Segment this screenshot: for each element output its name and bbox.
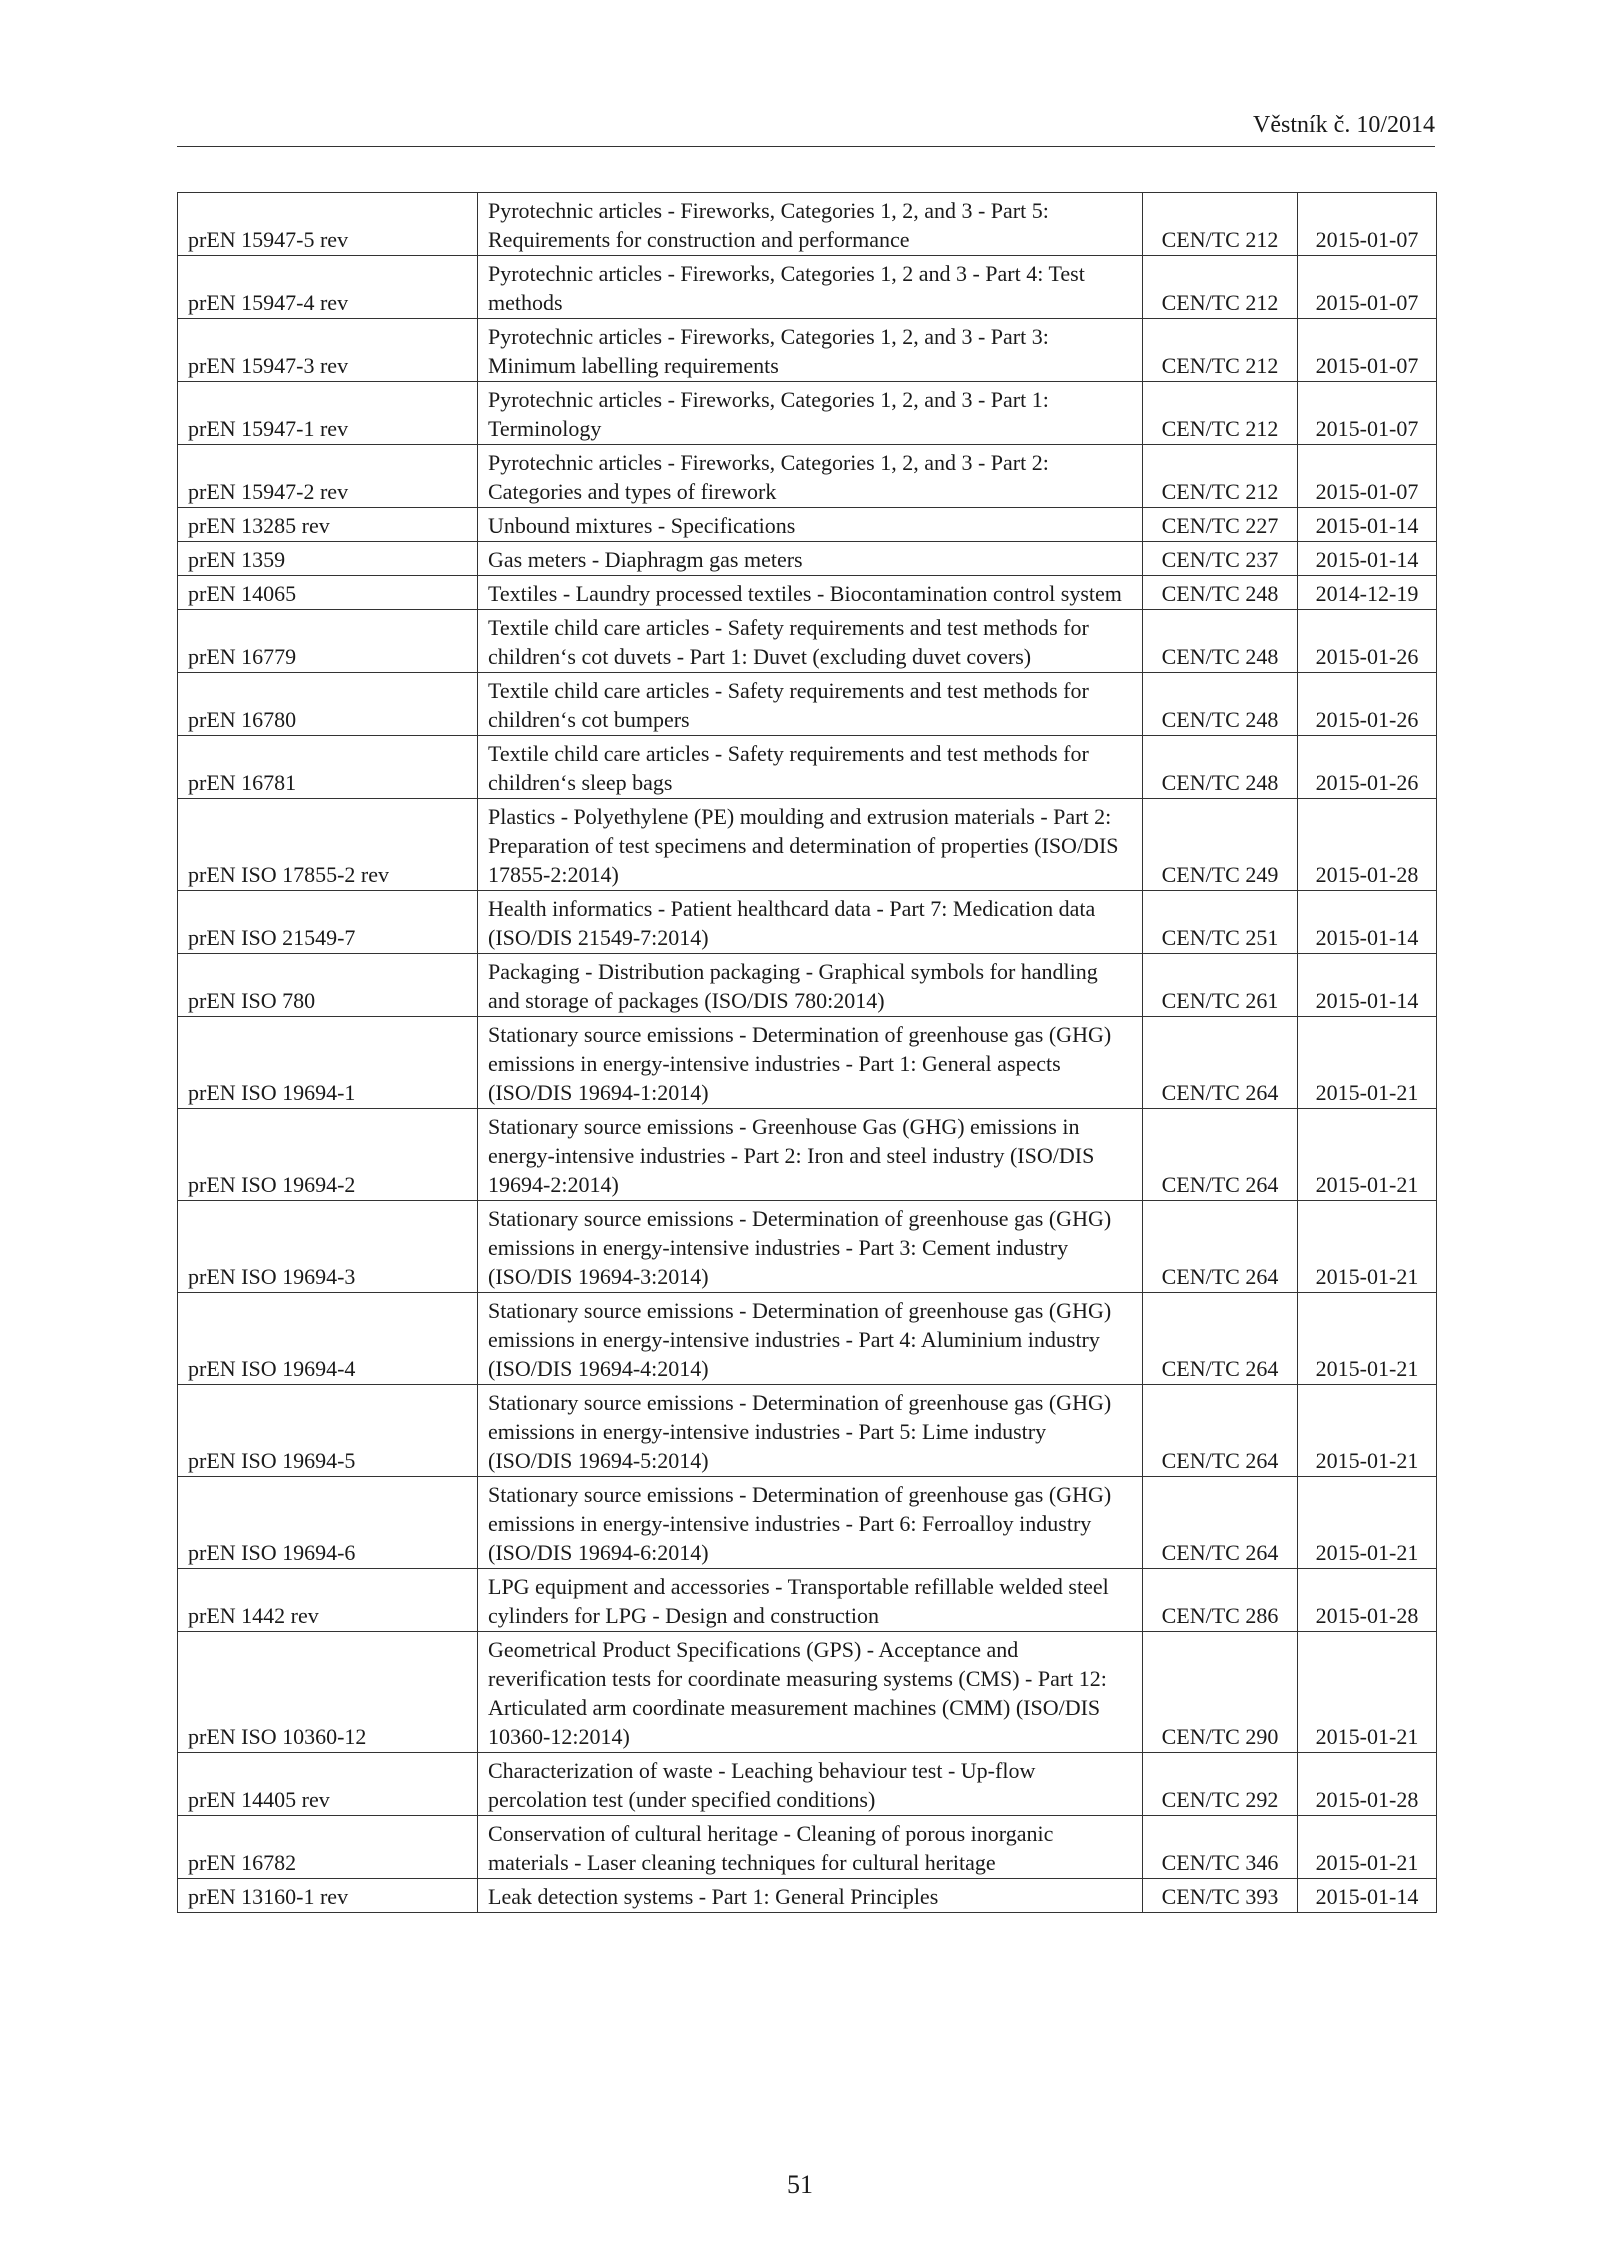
standard-title-cell: Textile child care articles - Safety requirements and test methods for children‘s cot bumpers	[478, 673, 1143, 736]
deadline-date-cell: 2015-01-26	[1298, 736, 1437, 799]
technical-committee-cell: CEN/TC 212	[1143, 256, 1298, 319]
technical-committee-cell: CEN/TC 261	[1143, 954, 1298, 1017]
standard-code-cell: prEN 14065	[178, 576, 478, 610]
standard-title-cell: Pyrotechnic articles - Fireworks, Categories 1, 2, and 3 - Part 3: Minimum labelling requirements	[478, 319, 1143, 382]
deadline-date-cell: 2015-01-07	[1298, 445, 1437, 508]
standard-title-cell: Stationary source emissions - Determination of greenhouse gas (GHG) emissions in energy-intensive industries - Part 4: Aluminium industry (ISO/DIS 19694-4:2014)	[478, 1293, 1143, 1385]
standard-title-cell: Characterization of waste - Leaching behaviour test - Up-flow percolation test (under specified conditions)	[478, 1753, 1143, 1816]
deadline-date-cell: 2015-01-21	[1298, 1109, 1437, 1201]
deadline-date-cell: 2015-01-07	[1298, 193, 1437, 256]
standard-code-cell: prEN ISO 21549-7	[178, 891, 478, 954]
deadline-date-cell: 2014-12-19	[1298, 576, 1437, 610]
deadline-date-cell: 2015-01-14	[1298, 508, 1437, 542]
table-row	[178, 1201, 1437, 1293]
table-row	[178, 382, 1437, 445]
standard-code-cell: prEN 15947-5 rev	[178, 193, 478, 256]
table-row	[178, 1632, 1437, 1753]
standard-title-cell: Plastics - Polyethylene (PE) moulding and extrusion materials - Part 2: Preparation of test specimens and determination of properties (ISO/DIS 17855-2:2014)	[478, 799, 1143, 891]
standard-title-cell: Health informatics - Patient healthcard data - Part 7: Medication data (ISO/DIS 21549-7:2014)	[478, 891, 1143, 954]
standard-title-cell: Packaging - Distribution packaging - Graphical symbols for handling and storage of packages (ISO/DIS 780:2014)	[478, 954, 1143, 1017]
deadline-date-cell: 2015-01-26	[1298, 673, 1437, 736]
deadline-date-cell: 2015-01-28	[1298, 1569, 1437, 1632]
technical-committee-cell: CEN/TC 249	[1143, 799, 1298, 891]
deadline-date-cell: 2015-01-21	[1298, 1201, 1437, 1293]
deadline-date-cell: 2015-01-07	[1298, 319, 1437, 382]
table-row	[178, 610, 1437, 673]
table-row	[178, 193, 1437, 256]
standard-code-cell: prEN ISO 19694-5	[178, 1385, 478, 1477]
standard-code-cell: prEN ISO 780	[178, 954, 478, 1017]
technical-committee-cell: CEN/TC 346	[1143, 1816, 1298, 1879]
table-row	[178, 1385, 1437, 1477]
standard-title-cell: Textile child care articles - Safety requirements and test methods for children‘s cot duvets - Part 1: Duvet (excluding duvet covers)	[478, 610, 1143, 673]
technical-committee-cell: CEN/TC 292	[1143, 1753, 1298, 1816]
deadline-date-cell: 2015-01-21	[1298, 1385, 1437, 1477]
technical-committee-cell: CEN/TC 212	[1143, 445, 1298, 508]
standard-code-cell: prEN 16779	[178, 610, 478, 673]
standard-code-cell: prEN 1359	[178, 542, 478, 576]
table-row	[178, 954, 1437, 1017]
technical-committee-cell: CEN/TC 264	[1143, 1017, 1298, 1109]
technical-committee-cell: CEN/TC 290	[1143, 1632, 1298, 1753]
deadline-date-cell: 2015-01-14	[1298, 542, 1437, 576]
standard-code-cell: prEN ISO 19694-3	[178, 1201, 478, 1293]
deadline-date-cell: 2015-01-07	[1298, 256, 1437, 319]
deadline-date-cell: 2015-01-21	[1298, 1632, 1437, 1753]
deadline-date-cell: 2015-01-14	[1298, 954, 1437, 1017]
table-row	[178, 1477, 1437, 1569]
standard-title-cell: LPG equipment and accessories - Transportable refillable welded steel cylinders for LPG - Design and construction	[478, 1569, 1143, 1632]
deadline-date-cell: 2015-01-07	[1298, 382, 1437, 445]
standard-code-cell: prEN ISO 19694-2	[178, 1109, 478, 1201]
standard-title-cell: Unbound mixtures - Specifications	[478, 508, 1143, 542]
standard-code-cell: prEN 16780	[178, 673, 478, 736]
standard-code-cell: prEN ISO 19694-4	[178, 1293, 478, 1385]
table-row	[178, 445, 1437, 508]
technical-committee-cell: CEN/TC 286	[1143, 1569, 1298, 1632]
deadline-date-cell: 2015-01-14	[1298, 1879, 1437, 1913]
standard-code-cell: prEN 13160-1 rev	[178, 1879, 478, 1913]
table-row	[178, 673, 1437, 736]
table-row	[178, 1293, 1437, 1385]
standard-title-cell: Textile child care articles - Safety requirements and test methods for children‘s sleep bags	[478, 736, 1143, 799]
standard-title-cell: Textiles - Laundry processed textiles - Biocontamination control system	[478, 576, 1143, 610]
deadline-date-cell: 2015-01-21	[1298, 1017, 1437, 1109]
table-row	[178, 1017, 1437, 1109]
table-row	[178, 256, 1437, 319]
standard-code-cell: prEN ISO 19694-6	[178, 1477, 478, 1569]
standard-title-cell: Pyrotechnic articles - Fireworks, Categories 1, 2, and 3 - Part 2: Categories and types of firework	[478, 445, 1143, 508]
technical-committee-cell: CEN/TC 264	[1143, 1385, 1298, 1477]
standard-title-cell: Stationary source emissions - Greenhouse Gas (GHG) emissions in energy-intensive industries - Part 2: Iron and steel industry (ISO/DIS 19694-2:2014)	[478, 1109, 1143, 1201]
standard-title-cell: Pyrotechnic articles - Fireworks, Categories 1, 2 and 3 - Part 4: Test methods	[478, 256, 1143, 319]
deadline-date-cell: 2015-01-21	[1298, 1816, 1437, 1879]
journal-title: Věstník č. 10/2014	[1253, 112, 1435, 138]
table-row	[178, 1816, 1437, 1879]
standard-title-cell: Gas meters - Diaphragm gas meters	[478, 542, 1143, 576]
technical-committee-cell: CEN/TC 212	[1143, 193, 1298, 256]
standards-table	[177, 192, 1437, 1913]
standard-code-cell: prEN 16781	[178, 736, 478, 799]
table-row	[178, 576, 1437, 610]
standard-code-cell: prEN 16782	[178, 1816, 478, 1879]
page-number: 51	[787, 2170, 813, 2199]
standard-title-cell: Leak detection systems - Part 1: General Principles	[478, 1879, 1143, 1913]
standard-code-cell: prEN 15947-1 rev	[178, 382, 478, 445]
technical-committee-cell: CEN/TC 212	[1143, 319, 1298, 382]
technical-committee-cell: CEN/TC 248	[1143, 576, 1298, 610]
technical-committee-cell: CEN/TC 248	[1143, 610, 1298, 673]
technical-committee-cell: CEN/TC 212	[1143, 382, 1298, 445]
standard-code-cell: prEN ISO 19694-1	[178, 1017, 478, 1109]
standard-title-cell: Geometrical Product Specifications (GPS) - Acceptance and reverification tests for coordinate measuring systems (CMS) - Part 12: Articulated arm coordinate measurement machines (CMM) (ISO/DIS 10360-12:2014)	[478, 1632, 1143, 1753]
standard-title-cell: Pyrotechnic articles - Fireworks, Categories 1, 2, and 3 - Part 1: Terminology	[478, 382, 1143, 445]
technical-committee-cell: CEN/TC 264	[1143, 1109, 1298, 1201]
technical-committee-cell: CEN/TC 264	[1143, 1293, 1298, 1385]
table-row	[178, 799, 1437, 891]
deadline-date-cell: 2015-01-28	[1298, 1753, 1437, 1816]
technical-committee-cell: CEN/TC 237	[1143, 542, 1298, 576]
deadline-date-cell: 2015-01-14	[1298, 891, 1437, 954]
standard-title-cell: Stationary source emissions - Determination of greenhouse gas (GHG) emissions in energy-intensive industries - Part 6: Ferroalloy industry (ISO/DIS 19694-6:2014)	[478, 1477, 1143, 1569]
standard-title-cell: Stationary source emissions - Determination of greenhouse gas (GHG) emissions in energy-intensive industries - Part 3: Cement industry (ISO/DIS 19694-3:2014)	[478, 1201, 1143, 1293]
technical-committee-cell: CEN/TC 393	[1143, 1879, 1298, 1913]
technical-committee-cell: CEN/TC 248	[1143, 736, 1298, 799]
page-header	[177, 112, 1435, 147]
standard-code-cell: prEN 15947-4 rev	[178, 256, 478, 319]
table-row	[178, 891, 1437, 954]
standard-title-cell: Stationary source emissions - Determination of greenhouse gas (GHG) emissions in energy-intensive industries - Part 1: General aspects (ISO/DIS 19694-1:2014)	[478, 1017, 1143, 1109]
technical-committee-cell: CEN/TC 264	[1143, 1477, 1298, 1569]
standard-title-cell: Stationary source emissions - Determination of greenhouse gas (GHG) emissions in energy-intensive industries - Part 5: Lime industry (ISO/DIS 19694-5:2014)	[478, 1385, 1143, 1477]
table-row	[178, 736, 1437, 799]
standard-title-cell: Conservation of cultural heritage - Cleaning of porous inorganic materials - Laser cleaning techniques for cultural heritage	[478, 1816, 1143, 1879]
standard-code-cell: prEN 15947-2 rev	[178, 445, 478, 508]
table-row	[178, 542, 1437, 576]
standards-table-body	[178, 193, 1437, 1913]
standard-title-cell: Pyrotechnic articles - Fireworks, Categories 1, 2, and 3 - Part 5: Requirements for construction and performance	[478, 193, 1143, 256]
standard-code-cell: prEN 1442 rev	[178, 1569, 478, 1632]
table-row	[178, 1879, 1437, 1913]
standard-code-cell: prEN ISO 17855-2 rev	[178, 799, 478, 891]
technical-committee-cell: CEN/TC 264	[1143, 1201, 1298, 1293]
deadline-date-cell: 2015-01-26	[1298, 610, 1437, 673]
technical-committee-cell: CEN/TC 248	[1143, 673, 1298, 736]
deadline-date-cell: 2015-01-21	[1298, 1477, 1437, 1569]
table-row	[178, 1753, 1437, 1816]
technical-committee-cell: CEN/TC 227	[1143, 508, 1298, 542]
standard-code-cell: prEN 13285 rev	[178, 508, 478, 542]
table-row	[178, 319, 1437, 382]
deadline-date-cell: 2015-01-21	[1298, 1293, 1437, 1385]
deadline-date-cell: 2015-01-28	[1298, 799, 1437, 891]
technical-committee-cell: CEN/TC 251	[1143, 891, 1298, 954]
table-row	[178, 508, 1437, 542]
table-row	[178, 1569, 1437, 1632]
standard-code-cell: prEN 14405 rev	[178, 1753, 478, 1816]
standard-code-cell: prEN ISO 10360-12	[178, 1632, 478, 1753]
standard-code-cell: prEN 15947-3 rev	[178, 319, 478, 382]
table-row	[178, 1109, 1437, 1201]
